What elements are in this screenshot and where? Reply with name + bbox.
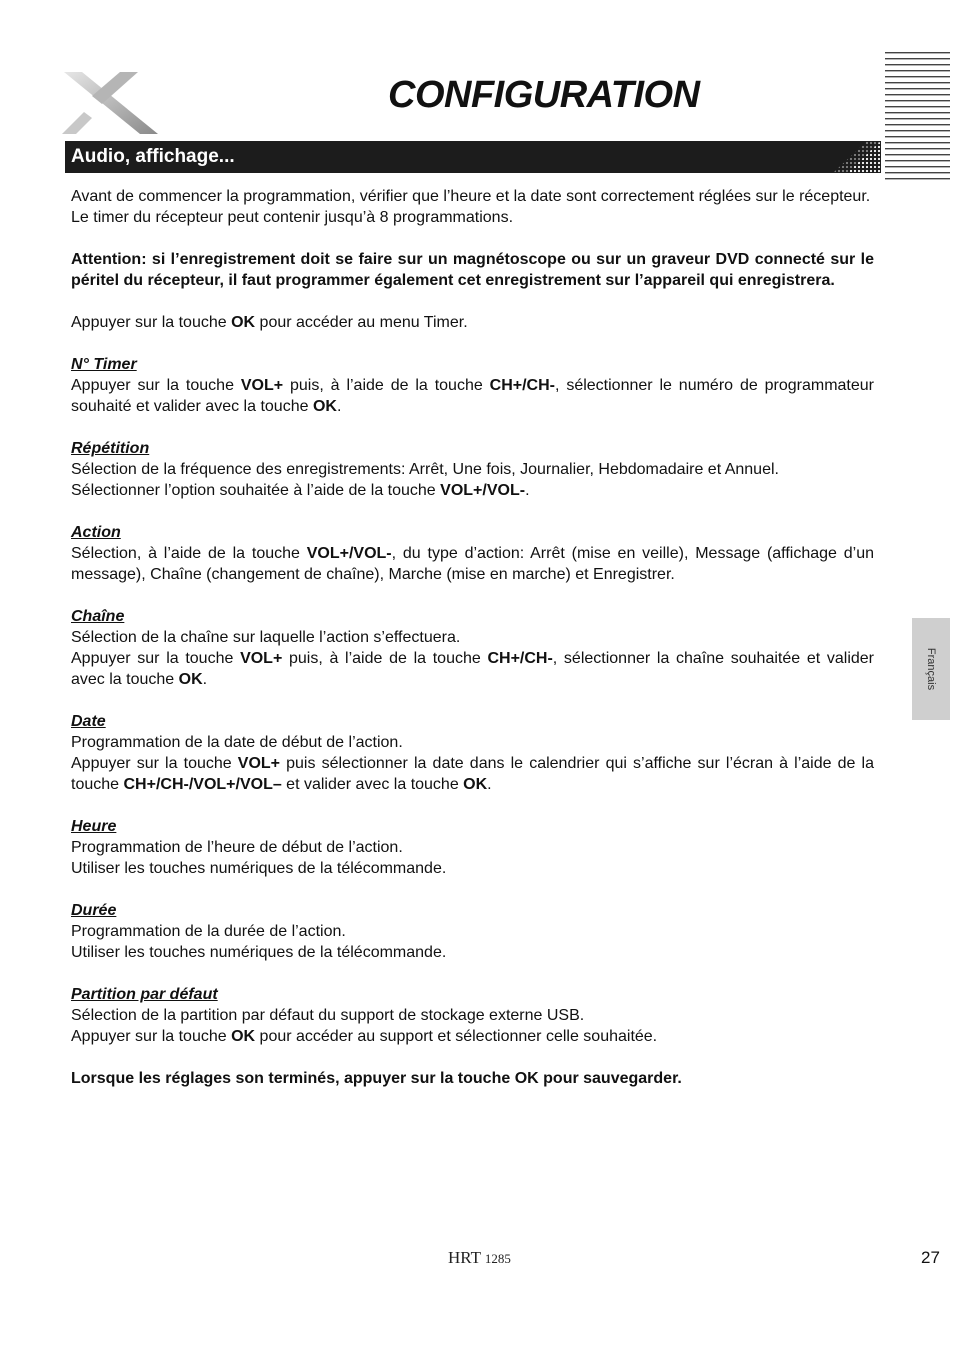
section-banner [65, 141, 881, 173]
intro-paragraph: Le timer du récepteur peut contenir jusqu’à 8 programmations. [71, 209, 514, 226]
section-text: Sélection de la fréquence des enregistrements: Arrêt, Une fois, Journalier, Hebdomadaire et Annuel. [71, 461, 779, 478]
section-text: Programmation de la date de début de l’action. [71, 734, 403, 751]
section-heading: Date [71, 713, 106, 730]
section-text: Utiliser les touches numériques de la télécommande. [71, 944, 447, 961]
section-text: Sélectionner l’option souhaitée à l’aide de la touche VOL+/VOL-. [71, 482, 530, 499]
section-text: Appuyer sur la touche VOL+ puis, à l’aide de la touche CH+/CH-, sélectionner le numéro de programmateur souhaité et valider avec la touche OK. [71, 377, 875, 415]
section-text: Utiliser les touches numériques de la télécommande. [71, 860, 447, 877]
section-text: Sélection, à l’aide de la touche VOL+/VOL-, du type d’action: Arrêt (mise en veille), Message (affichage d’un message), Chaîne (changement de chaîne), Marche (mise en marche) et Enregistrer. [71, 545, 874, 583]
section-heading: Heure [71, 818, 117, 835]
banner-dot-pattern [833, 141, 881, 173]
section-heading: Partition par défaut [71, 986, 218, 1003]
page-number: 27 [921, 1248, 940, 1267]
section-text: Programmation de l’heure de début de l’action. [71, 839, 403, 856]
section-heading: N° Timer [71, 356, 137, 373]
main-content [71, 186, 874, 1089]
final-note: Lorsque les réglages son terminés, appuyer sur la touche OK pour sauvegarder. [71, 1070, 682, 1087]
language-label: Français [925, 647, 937, 691]
attention-note: Attention: si l’enregistrement doit se faire sur un magnétoscope ou sur un graveur DVD connecté sur le péritel du récepteur, il faut programmer également cet enregistrement sur l’appareil qui enregistrera. [71, 251, 874, 289]
section-text: Sélection de la partition par défaut du support de stockage externe USB. [71, 1007, 585, 1024]
section-heading: Action [71, 524, 121, 541]
intro-paragraph: Avant de commencer la programmation, vérifier que l’heure et la date sont correctement réglées sur le récepteur. [71, 188, 871, 205]
page-title: CONFIGURATION [388, 74, 700, 116]
decorative-stripes [885, 52, 950, 180]
section-heading: Durée [71, 902, 117, 919]
section-text: Sélection de la chaîne sur laquelle l’action s’effectuera. [71, 629, 461, 646]
model-name: HRT 1285 [448, 1248, 511, 1267]
section-text: Appuyer sur la touche VOL+ puis, à l’aide de la touche CH+/CH-, sélectionner la chaîne souhaitée et valider avec la touche OK. [71, 650, 874, 688]
section-text: Programmation de la durée de l’action. [71, 923, 346, 940]
language-tab [912, 618, 950, 720]
section-text: Appuyer sur la touche VOL+ puis sélectionner la date dans le calendrier qui s’affiche sur l’écran à l’aide de la touche CH+/CH-/VOL+/VOL– et valider avec la touche OK. [71, 755, 874, 793]
press-ok-paragraph: Appuyer sur la touche OK pour accéder au menu Timer. [71, 314, 468, 331]
x-logo [62, 70, 162, 138]
section-text: Appuyer sur la touche OK pour accéder au support et sélectionner celle souhaitée. [71, 1028, 658, 1045]
section-title: Audio, affichage... [71, 146, 235, 167]
section-heading: Chaîne [71, 608, 125, 625]
section-heading: Répétition [71, 440, 150, 457]
